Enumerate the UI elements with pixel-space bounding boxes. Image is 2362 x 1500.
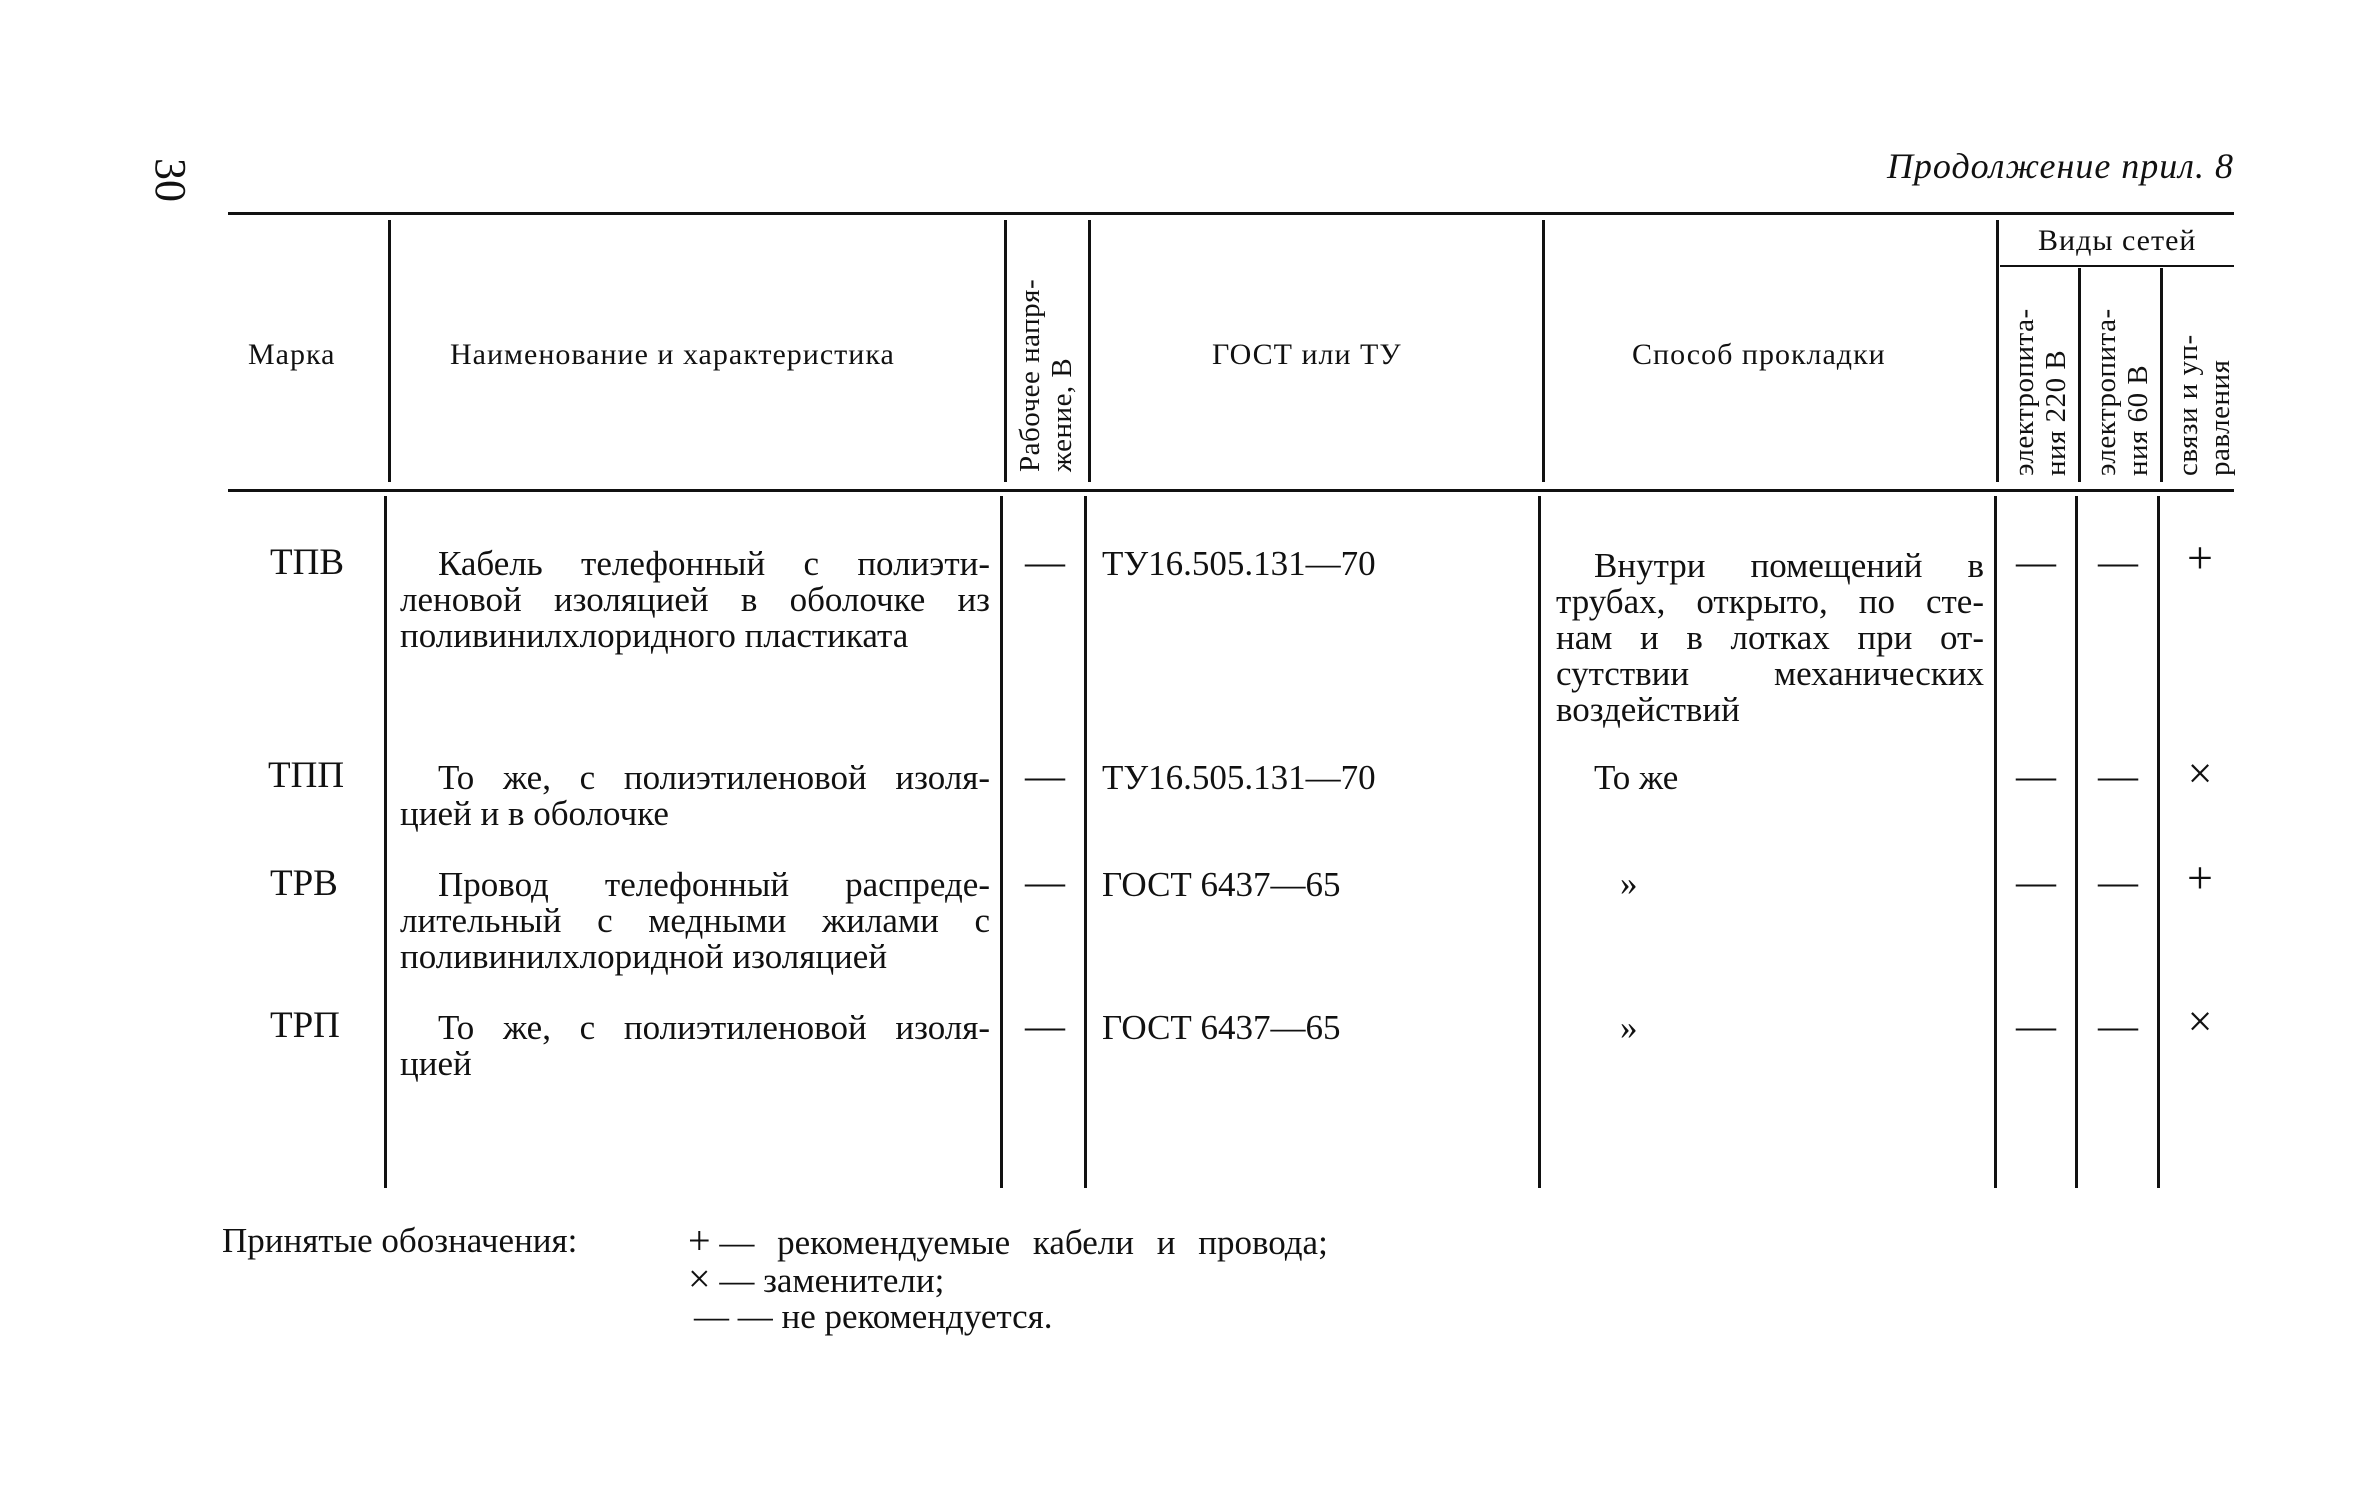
dash-icon: — (694, 1297, 729, 1336)
row-name: Кабель телефонный с полиэти- леновой изоляцией в оболочке из поливинилхлоридного пластиката (400, 544, 990, 655)
row-voltage: — (1025, 753, 1065, 798)
row-net60: — (2098, 1003, 2138, 1048)
row-mark: ТПП (268, 755, 345, 796)
row-voltage: — (1025, 859, 1065, 904)
row-net60: — (2098, 539, 2138, 584)
row-comm: × (2187, 997, 2213, 1046)
header-comm: связи и уп- равления (2172, 334, 2236, 476)
row-voltage: — (1025, 539, 1065, 584)
row-mark: ТРП (270, 1005, 340, 1046)
header-net220: электропита- ния 220 В (2008, 308, 2072, 476)
row-comm: + (2187, 852, 2213, 903)
row-net220: — (2016, 539, 2056, 584)
row-mark: ТПВ (270, 542, 344, 583)
row-method: То же (1594, 758, 1679, 797)
row-comm: × (2187, 749, 2213, 798)
legend-item (688, 1218, 1328, 1263)
row-voltage: — (1025, 1003, 1065, 1048)
legend-text: — не рекомендуется. (737, 1297, 1053, 1336)
row-net60: — (2098, 753, 2138, 798)
row-method: » (1620, 1008, 1638, 1047)
header-bottom-rule (228, 489, 2234, 492)
row-name: То же, с полиэтиленовой изоля- цией (400, 1008, 990, 1083)
cross-icon: × (688, 1256, 711, 1301)
row-net60: — (2098, 859, 2138, 904)
row-mark: ТРВ (270, 863, 338, 904)
row-method: » (1620, 864, 1638, 903)
networks-subrule (2000, 265, 2234, 267)
row-method: Внутри помещений в трубах, открыто, по сте- нам и в лотках при от- сутствии механических воздействий (1556, 546, 1984, 729)
legend-item (688, 1256, 945, 1301)
header-networks: Виды сетей (2038, 224, 2197, 257)
continuation-title: Продолжение прил. 8 (1886, 146, 2234, 186)
header-mark: Марка (248, 338, 336, 371)
header-net60: электропита- ния 60 В (2090, 308, 2154, 476)
row-gost: ГОСТ 6437—65 (1102, 1008, 1341, 1047)
row-gost: ТУ16.505.131—70 (1102, 544, 1376, 583)
header-voltage: Рабочее напря- жение, В (1014, 278, 1078, 472)
row-gost: ТУ16.505.131—70 (1102, 758, 1376, 797)
page-number: 30 (146, 158, 195, 202)
legend-label: Принятые обозначения: (222, 1221, 578, 1260)
legend-item (694, 1298, 1053, 1336)
row-name: Провод телефонный распреде- лительный с медными жилами с поливинилхлоридной изоляцией (400, 865, 990, 976)
plus-icon: + (688, 1218, 711, 1263)
row-net220: — (2016, 859, 2056, 904)
legend-text: — рекомендуемые кабели и провода; (719, 1223, 1328, 1262)
header-gost: ГОСТ или ТУ (1212, 338, 1402, 371)
row-name: То же, с полиэтиленовой изоля- цией и в оболочке (400, 758, 990, 833)
header-method: Способ прокладки (1632, 338, 1886, 371)
row-comm: + (2187, 532, 2213, 583)
table-top-rule (228, 212, 2234, 215)
header-name: Наименование и характеристика (450, 338, 895, 371)
row-net220: — (2016, 753, 2056, 798)
row-gost: ГОСТ 6437—65 (1102, 865, 1341, 904)
legend-text: — заменители; (719, 1261, 945, 1300)
row-net220: — (2016, 1003, 2056, 1048)
